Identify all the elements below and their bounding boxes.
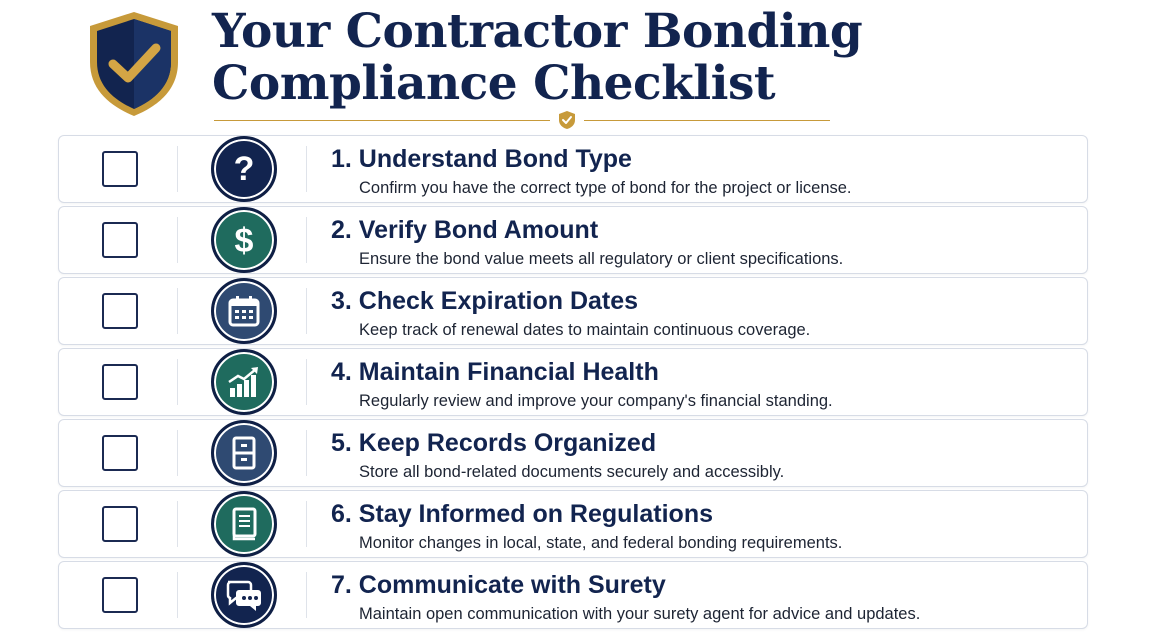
page-title-line-2: Compliance Checklist bbox=[212, 56, 776, 111]
column-divider bbox=[177, 146, 178, 192]
checklist-checkbox[interactable] bbox=[102, 577, 138, 613]
growth-chart-icon bbox=[211, 349, 277, 415]
checklist-item-description: Ensure the bond value meets all regulatory or client specifications. bbox=[359, 250, 844, 268]
page-title bbox=[212, 6, 932, 110]
checklist-checkbox[interactable] bbox=[102, 222, 138, 258]
column-divider bbox=[306, 501, 307, 547]
checklist-item bbox=[58, 561, 1088, 629]
checklist-item-title: 1. Understand Bond Type bbox=[331, 145, 632, 173]
checklist-item bbox=[58, 348, 1088, 416]
column-divider bbox=[306, 217, 307, 263]
checklist-item bbox=[58, 135, 1088, 203]
checklist-item bbox=[58, 277, 1088, 345]
title-divider-right bbox=[584, 120, 830, 121]
checklist-item-title: 6. Stay Informed on Regulations bbox=[331, 500, 713, 528]
dollar-sign-icon bbox=[211, 207, 277, 273]
column-divider bbox=[177, 359, 178, 405]
column-divider bbox=[177, 430, 178, 476]
checklist-item bbox=[58, 490, 1088, 558]
question-mark-icon bbox=[211, 136, 277, 202]
column-divider bbox=[177, 217, 178, 263]
checklist-checkbox[interactable] bbox=[102, 364, 138, 400]
checklist-item-description: Regularly review and improve your company's financial standing. bbox=[359, 392, 833, 410]
checklist-checkbox[interactable] bbox=[102, 293, 138, 329]
checklist-item-description: Maintain open communication with your surety agent for advice and updates. bbox=[359, 605, 921, 623]
column-divider bbox=[306, 359, 307, 405]
chat-bubbles-icon bbox=[211, 562, 277, 628]
checklist-item-title: 7. Communicate with Surety bbox=[331, 571, 666, 599]
checklist-item-title: 4. Maintain Financial Health bbox=[331, 358, 659, 386]
column-divider bbox=[177, 501, 178, 547]
svg-text:$: $ bbox=[234, 222, 254, 259]
column-divider bbox=[306, 430, 307, 476]
checklist-item bbox=[58, 206, 1088, 274]
checklist-item-title: 2. Verify Bond Amount bbox=[331, 216, 599, 244]
filing-cabinet-icon bbox=[211, 420, 277, 486]
shield-check-icon bbox=[86, 10, 182, 118]
checklist-item-title: 3. Check Expiration Dates bbox=[331, 287, 639, 315]
header bbox=[0, 0, 1152, 132]
column-divider bbox=[177, 572, 178, 618]
checklist-item-description: Keep track of renewal dates to maintain continuous coverage. bbox=[359, 321, 811, 339]
checklist-item-description: Monitor changes in local, state, and federal bonding requirements. bbox=[359, 534, 843, 552]
column-divider bbox=[177, 288, 178, 334]
column-divider bbox=[306, 572, 307, 618]
checklist-item-description: Store all bond-related documents securely and accessibly. bbox=[359, 463, 785, 481]
checklist-item bbox=[58, 419, 1088, 487]
svg-text:?: ? bbox=[233, 150, 255, 188]
book-icon bbox=[211, 491, 277, 557]
column-divider bbox=[306, 146, 307, 192]
column-divider bbox=[306, 288, 307, 334]
checklist-checkbox[interactable] bbox=[102, 506, 138, 542]
mini-shield-icon bbox=[558, 110, 576, 130]
checklist-item-description: Confirm you have the correct type of bond for the project or license. bbox=[359, 179, 852, 197]
page-title-line-1: Your Contractor Bonding bbox=[212, 4, 863, 59]
checklist-item-title: 5. Keep Records Organized bbox=[331, 429, 657, 457]
checklist-checkbox[interactable] bbox=[102, 435, 138, 471]
calendar-icon bbox=[211, 278, 277, 344]
title-divider-left bbox=[214, 120, 550, 121]
checklist-checkbox[interactable] bbox=[102, 151, 138, 187]
